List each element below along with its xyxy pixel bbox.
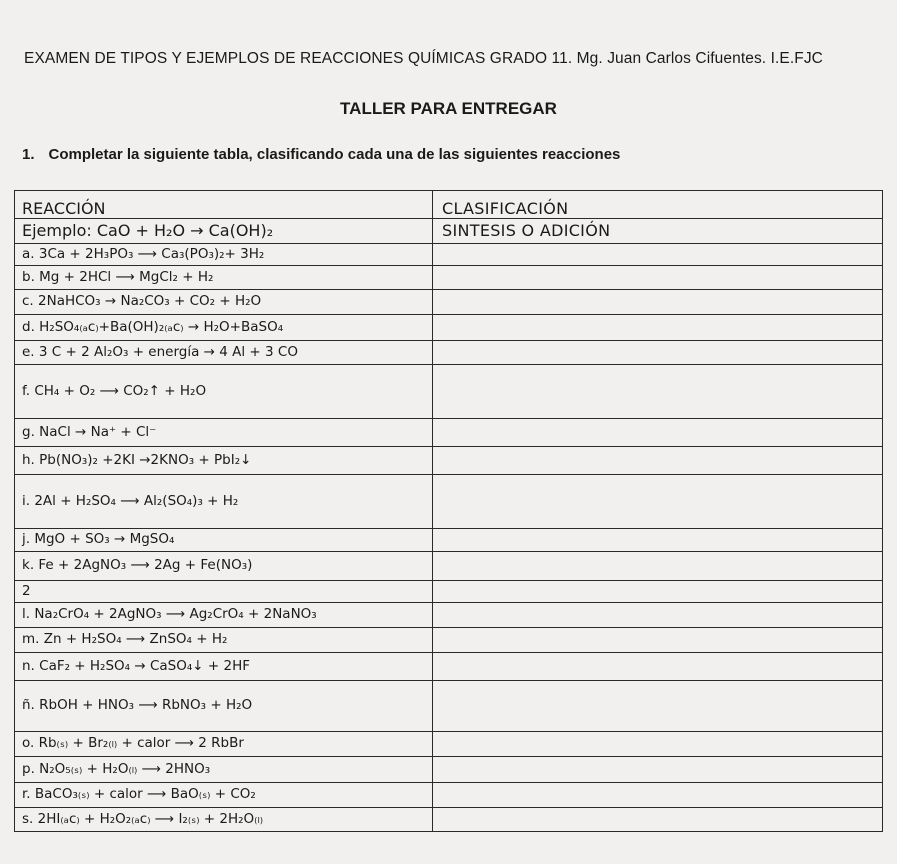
table-row [15,808,883,832]
reaction-cell: c. 2NaHCO₃ → Na₂CO₃ + CO₂ + H₂O [15,290,433,315]
reaction-cell: g. NaCl → Na⁺ + Cl⁻ [15,419,433,447]
table-row [15,341,883,365]
reaction-cell: d. H₂SO₄₍ₐc₎+Ba(OH)₂₍ₐc₎ → H₂O+BaSO₄ [15,315,433,341]
reactions-table [14,190,883,832]
reaction-cell: 2 [15,581,433,603]
table-row [15,757,883,783]
classification-cell[interactable] [433,244,883,266]
table-header-row [15,191,883,219]
table-row [15,244,883,266]
table-row [15,628,883,653]
table-row [15,315,883,341]
reaction-cell: n. CaF₂ + H₂SO₄ → CaSO₄↓ + 2HF [15,653,433,681]
instruction-text: Completar la siguiente tabla, clasificando cada una de las siguientes reacciones [48,146,621,163]
classification-cell[interactable] [433,732,883,757]
table-row [15,581,883,603]
header-reaction: REACCIÓN [15,191,433,219]
table-row [15,290,883,315]
classification-cell[interactable] [433,681,883,732]
subtitle: TALLER PARA ENTREGAR [340,99,557,118]
example-row [15,219,883,244]
classification-cell[interactable] [433,475,883,529]
table-row [15,475,883,529]
table-row [15,552,883,581]
table-row [15,266,883,290]
table-row [15,529,883,552]
reaction-cell: r. BaCO₃₍ₛ₎ + calor ⟶ BaO₍ₛ₎ + CO₂ [15,783,433,808]
reaction-cell: b. Mg + 2HCl ⟶ MgCl₂ + H₂ [15,266,433,290]
instruction [22,146,620,163]
table-row [15,653,883,681]
instruction-number: 1. [22,146,35,163]
classification-cell[interactable] [433,365,883,419]
reaction-cell: a. 3Ca + 2H₃PO₃ ⟶ Ca₃(PO₃)₂+ 3H₂ [15,244,433,266]
reaction-cell: i. 2Al + H₂SO₄ ⟶ Al₂(SO₄)₃ + H₂ [15,475,433,529]
table-row [15,365,883,419]
classification-cell[interactable] [433,447,883,475]
classification-cell[interactable] [433,581,883,603]
classification-cell[interactable] [433,603,883,628]
table-row [15,783,883,808]
classification-cell[interactable] [433,315,883,341]
classification-cell[interactable] [433,529,883,552]
classification-cell[interactable] [433,419,883,447]
classification-cell[interactable] [433,290,883,315]
example-reaction: Ejemplo: CaO + H₂O → Ca(OH)₂ [15,219,433,244]
table-row [15,447,883,475]
reaction-cell: f. CH₄ + O₂ ⟶ CO₂↑ + H₂O [15,365,433,419]
classification-cell[interactable] [433,552,883,581]
classification-cell[interactable] [433,653,883,681]
table-row [15,419,883,447]
table-row [15,603,883,628]
reaction-cell: s. 2HI₍ₐc₎ + H₂O₂₍ₐc₎ ⟶ I₂₍ₛ₎ + 2H₂O₍ₗ₎ [15,808,433,832]
reaction-cell: ñ. RbOH + HNO₃ ⟶ RbNO₃ + H₂O [15,681,433,732]
classification-cell[interactable] [433,783,883,808]
reaction-cell: l. Na₂CrO₄ + 2AgNO₃ ⟶ Ag₂CrO₄ + 2NaNO₃ [15,603,433,628]
reaction-cell: o. Rb₍ₛ₎ + Br₂₍ₗ₎ + calor ⟶ 2 RbBr [15,732,433,757]
classification-cell[interactable] [433,266,883,290]
classification-cell[interactable] [433,628,883,653]
classification-cell[interactable] [433,808,883,832]
example-classification: SINTESIS O ADICIÓN [433,219,883,244]
reaction-cell: h. Pb(NO₃)₂ +2KI →2KNO₃ + PbI₂↓ [15,447,433,475]
reaction-cell: e. 3 C + 2 Al₂O₃ + energía → 4 Al + 3 CO [15,341,433,365]
table-row [15,732,883,757]
classification-cell[interactable] [433,757,883,783]
reaction-cell: j. MgO + SO₃ → MgSO₄ [15,529,433,552]
table-row [15,681,883,732]
reaction-cell: p. N₂O₅₍ₛ₎ + H₂O₍ₗ₎ ⟶ 2HNO₃ [15,757,433,783]
classification-cell[interactable] [433,341,883,365]
reaction-cell: k. Fe + 2AgNO₃ ⟶ 2Ag + Fe(NO₃) [15,552,433,581]
reaction-cell: m. Zn + H₂SO₄ ⟶ ZnSO₄ + H₂ [15,628,433,653]
header-classification: CLASIFICACIÓN [433,191,883,219]
exam-title: EXAMEN DE TIPOS Y EJEMPLOS DE REACCIONES QUÍMICAS GRADO 11. Mg. Juan Carlos Cifuentes. I.E.FJC [24,50,823,67]
